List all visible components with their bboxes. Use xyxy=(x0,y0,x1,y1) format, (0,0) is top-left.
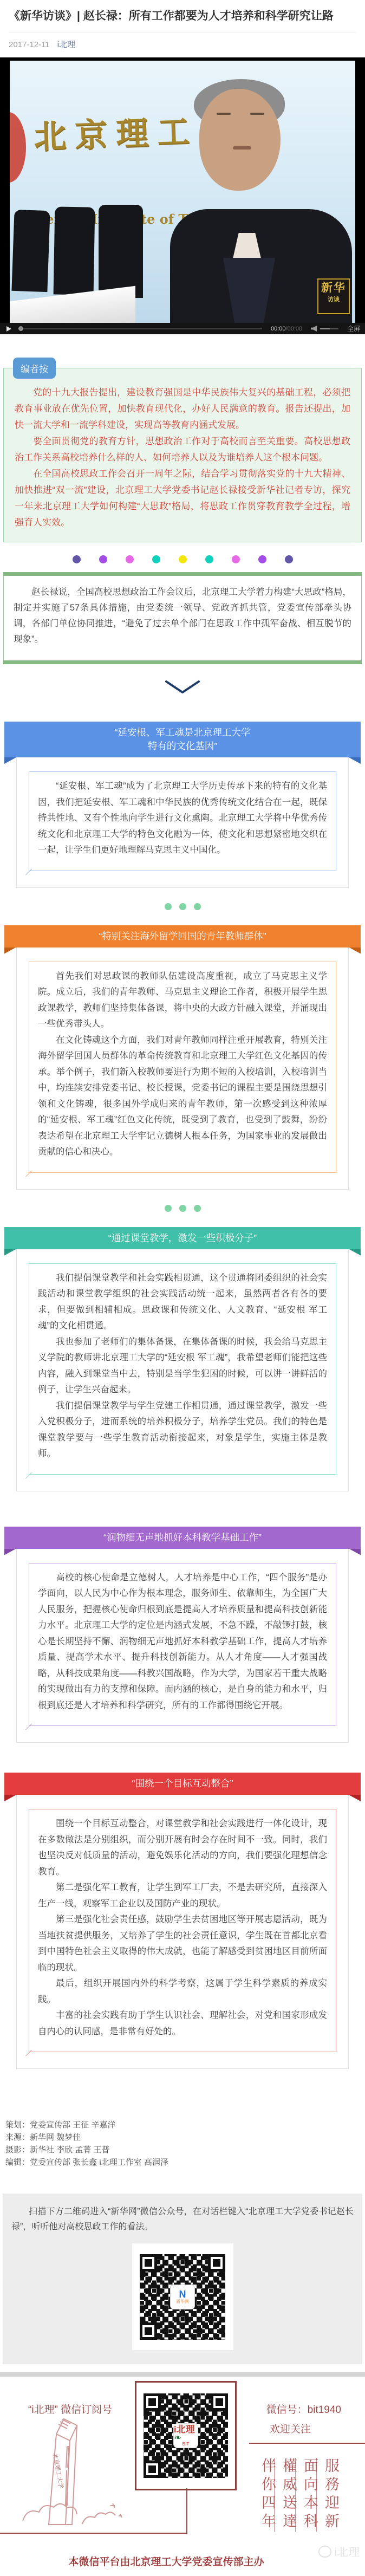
section-paragraph: 第三是强化社会责任感，鼓励学生去贫困地区等开展志愿活动，既为当地扶贫提供服务，又培养了学生的社会责任意识，学生既在首都北京看到中国特色社会主义取得的伟大成就，也能了解感受到贫困地区目前所面临的现状。 xyxy=(38,1915,327,1972)
section-paragraph: 我们提倡课堂教学与学生党建工作相贯通，通过课堂教学，激发一些入党积极分子，进而系统的培养积极分子，培养学生党员。我们的特色是课堂教学要与一些学生教育活动衔接起来，对象是学生，实施主体是教师。 xyxy=(38,1400,327,1458)
slogan-calligraphy xyxy=(257,2458,341,2551)
section-header xyxy=(4,1527,361,1549)
section-title-line: “围绕一个目标互动整合” xyxy=(132,1778,233,1789)
quote-top-bar xyxy=(3,572,362,576)
dot xyxy=(258,555,266,563)
editor-paragraph: 党的十九大报告提出，建设教育强国是中华民族伟大复兴的基础工程，必须把教育事业放在优先位置，加快教育现代化，办好人民满意的教育。报告还提出，加快一流大学和一流学科建设，实现高等教育内涵式发展。 xyxy=(15,387,350,430)
qr-finder xyxy=(144,2461,161,2478)
qr-instruction-box xyxy=(3,2194,362,2364)
section-header xyxy=(4,1227,361,1249)
article-meta xyxy=(9,33,356,54)
footer-rule-bottom xyxy=(0,2533,187,2534)
chair xyxy=(99,205,143,298)
quote-inner-box xyxy=(29,1809,336,2052)
progress-track[interactable] xyxy=(18,328,262,329)
quote-bottom-bar xyxy=(3,660,362,664)
section-paragraph: 首先我们对思政课的教师队伍建设高度重视，成立了马克思主义学院。成立后，我们的青年教师、马克思主义理论工作者，积极开展学生思政课教学，教师们坚持集体备课，将中央的大政方针融入课堂，并涌现出一些优秀带头人。 xyxy=(38,971,327,1029)
section-body xyxy=(16,1249,349,1491)
rainbow-dots-separator xyxy=(0,555,365,563)
section-culture-gene xyxy=(16,722,349,888)
editor-note-section xyxy=(3,364,362,542)
page-title: 《新华访谈》| 赵长禄：所有工作都要为人才培养和科学研究让路 xyxy=(9,10,334,22)
video-player[interactable] xyxy=(0,57,365,334)
article-header xyxy=(0,0,365,54)
interviewee-mouth xyxy=(233,146,251,150)
wechat-logo-icon xyxy=(318,2546,331,2558)
ibit-watermark: i北理 xyxy=(318,2543,360,2560)
dot xyxy=(205,555,213,563)
welcome-label: 欢迎关注 xyxy=(269,2424,311,2435)
quote-paragraph: 赵长禄说，全国高校思想政治工作会议后，北京理工大学着力构建“大思政”格局，制定并实施了57条具体措施，由党委统一领导、党政齐抓共管，党委宣传部牵头协调，各部门单位协同推进，“避免了过去单个部门在思政工作中孤军奋战、相互脱节的现象”。 xyxy=(14,587,351,644)
slogan-column: 服務迎新 xyxy=(316,2458,344,2532)
ibit-qr-code xyxy=(144,2393,228,2478)
ibit-qr-frame xyxy=(135,2381,237,2490)
section-paragraph: 高校的核心使命是立德树人，人才培养是中心工作，“四个服务”是办学面向，以人民为中心作为根本理念，服务师生、依靠师生，为全国广大人民服务，把握核心使命归根到底是提高人才培养质量和提高科技创新能力水平。北京理工大学的定位是内涵式发展，不急不躁，不敲锣打鼓，核心是长期坚持不懈、润物细无声地抓好本科教学基础工作，提高人才培养质量、提高学术水平、提升科技创新能力。从人才角度——人才强国战略，从科技成果角度——科教兴国战略，作为大学，为国家若干重大战略的实现做出有力的支撑和保障。而内涵的核心，是自身的能力和水平，归根到底还是人才培养和科学研究，所有的工作都得围绕它开展。 xyxy=(38,1572,327,1710)
xinhuanet-logo: N 新华网 xyxy=(170,2285,195,2309)
account-link[interactable]: i北理 xyxy=(57,40,76,49)
section-undergraduate-teaching xyxy=(16,1527,349,1743)
dot xyxy=(99,555,107,563)
backdrop-chinese-sign: 北京理工 xyxy=(33,112,199,157)
publish-date: 2017-12-11 xyxy=(9,40,50,49)
xinhuanet-qr-code xyxy=(140,2254,225,2340)
qr-finder xyxy=(211,2393,228,2411)
svg-text:北京理工大学: 北京理工大学 xyxy=(51,2452,65,2489)
footer-rule-right xyxy=(249,2443,365,2444)
section-body xyxy=(16,1549,349,1743)
credit-line: 策划：党委宣传部 王征 辛嘉洋 xyxy=(5,2120,116,2130)
section-paragraph: 第二是强化军工教育，让学生到军工厂去，不是去研究所，直接深入生产一线，观察军工企业以及国防产业的现状。 xyxy=(38,1883,327,1909)
quote-inner-box xyxy=(29,1263,336,1475)
quote-inner-box xyxy=(29,1563,336,1727)
subscribe-label: “i北理” 微信订阅号 xyxy=(28,2404,113,2416)
footer-divider xyxy=(0,2372,365,2377)
xinhuanet-qr-card xyxy=(132,2243,233,2350)
section-header xyxy=(4,925,361,948)
section-body xyxy=(16,948,349,1190)
section-paragraph: “延安根、军工魂”成为了北京理工大学历史传承下来的特有的文化基因，我们把延安根、军工魂和中华民族的优秀传统文化结合在一起，既保持共性地、又有个性地向学生进行文化熏陶。北京理工大学将中华优秀传统文化和北京理工大学的特色文化融为一体，使文化和思想紧密地交织在一起，让学生们更好地理解马克思主义中国化。 xyxy=(38,781,327,855)
section-goal-integration xyxy=(16,1773,349,2069)
section-paragraph: 最后，组织开展国内外的科学考察，这属于学生科学素质的养成实践。 xyxy=(38,1978,327,2004)
monument-illustration xyxy=(6,2408,142,2535)
section-title-line: 特有的文化基因” xyxy=(147,741,218,751)
interviewee-eye xyxy=(250,113,264,115)
section-title-line: “延安根、军工魂是北京理工大学 xyxy=(114,727,251,738)
dot xyxy=(126,555,134,563)
section-classroom-teaching xyxy=(16,1227,349,1491)
interviewee-eye xyxy=(217,113,231,115)
time-display: 00:00/00:00 xyxy=(271,325,303,332)
host-line: 本微信平台由北京理工大学党委宣传部主办 xyxy=(68,2556,264,2568)
chair xyxy=(11,210,50,292)
section-paragraph: 丰富的社会实践有助于学生认识社会、理解社会，对党和国家形成发自内心的认同感，是非常有好处的。 xyxy=(38,2010,327,2036)
chair xyxy=(54,206,95,295)
chevron-down-icon xyxy=(0,679,365,695)
section-title-line: “特别关注海外留学回国的青年教师群体” xyxy=(99,930,266,942)
footer-rule-vertical xyxy=(186,2488,187,2533)
qr-instruction-text: 扫描下方二维码进入“新华网”微信公众号，在对话栏键入“北京理工大学党委书记赵长禄”，听听他对高校思政工作的看法。 xyxy=(11,2207,354,2231)
editor-note-box xyxy=(3,368,362,542)
video-frame xyxy=(10,61,355,323)
dot xyxy=(232,555,240,563)
slogan-column: 伴你四年 xyxy=(259,2458,276,2532)
section-title-line: “通过课堂教学，激发一些积极分子” xyxy=(108,1232,257,1243)
credit-line: 摄影：新华社 李欣 孟菁 王普 xyxy=(5,2145,110,2155)
editor-note-badge: 编者按 xyxy=(13,358,56,379)
footer xyxy=(0,2377,365,2576)
qr-finder xyxy=(144,2393,161,2411)
section-paragraph: 我也参加了老师们的集体备课，在集体备课的时候，我会给马克思主义学院的教师讲北京理工大学的“延安根 军工魂”，我希望老师们能把这些内容，融入到课堂当中去，特别是当学生犯困的时候，可以讲一讲鲜活的例子，让学生兴奋起来。 xyxy=(38,1336,327,1394)
progress-knob[interactable] xyxy=(18,326,23,331)
dot xyxy=(179,555,187,563)
dots-separator xyxy=(0,903,365,910)
credit-line: 编辑：党委宣传部 张长鑫 i北理工作室 高润泽 xyxy=(5,2158,168,2167)
volume-slider[interactable] xyxy=(320,328,338,329)
dot xyxy=(73,555,81,563)
dot xyxy=(285,555,293,563)
dots-separator xyxy=(0,1205,365,1212)
editor-paragraph: 在全国高校思政工作会召开一周年之际，结合学习贯彻落实党的十九大精神、加快推进“双一流”建设，北京理工大学党委书记赵长禄接受新华社记者专访，探究一年来北京理工大学如何构建“大思政”格局，将思政工作贯穿教育教学全过程，增强育人实效。 xyxy=(15,469,350,528)
wall-emblem xyxy=(10,112,26,183)
section-body xyxy=(16,1795,349,2069)
section-title-line: “润物细无声地抓好本科教学基础工作” xyxy=(103,1532,262,1543)
section-paragraph: 围绕一个目标互动整合，对课堂教学和社会实践进行一体化设计，现在多数做法是分别组织，而分别开展有时会存在时间不一致。同时，我们也坚决反对低质量的活动，避免娱乐化活动的方向，我们要强化理想信念教育。 xyxy=(38,1819,327,1877)
slogan-column: 面向本科 xyxy=(295,2458,323,2532)
ibit-logo: i北理❧ BIT xyxy=(173,2423,198,2448)
backdrop-english-sign: of xyxy=(159,211,174,227)
credit-line: 来源：新华网 魏梦佳 xyxy=(5,2133,81,2142)
dot xyxy=(152,555,160,563)
section-body xyxy=(16,757,349,888)
volume-icon[interactable] xyxy=(311,326,317,332)
qr-finder xyxy=(140,2254,157,2272)
summary-quote-box xyxy=(3,572,362,664)
quote-inner-box xyxy=(29,962,336,1173)
play-button[interactable] xyxy=(6,326,11,332)
editor-paragraph: 要全面贯彻党的教育方针，思想政治工作对于高校而言至关重要。高校思想政治工作关系高校培养什么样的人、如何培养人以及为谁培养人这个根本问题。 xyxy=(15,436,350,463)
quote-inner-box xyxy=(29,771,336,871)
section-paragraph: 在文化铸魂这个方面，我们对青年教师同样注重开展教育，特别关注海外留学回国人员群体的革命传统教育和北京理工大学红色文化基因的传承。举个例子，我们新入校教师要进行为期不短的入校培训，入校培训当中，均连续安排党委书记、校长授课，党委书记的课程主要是围绕思想引领和文化铸魂，很多国外学成归来的青年教师，第一次感受到这种浓厚的“延安根、军工魂”红色文化传统，既受到了教育，也受到了鼓舞，纷纷表达希望在北京理工大学牢记立德树人根本任务，为国家事业的发展做出贡献的信心和决心。 xyxy=(38,1035,327,1157)
video-controls xyxy=(0,323,365,334)
section-paragraph: 我们提倡课堂教学和社会实践相贯通，这个贯通将团委组织的社会实践活动和课堂教学组织的社会实践活动统一起来，虽然两者各有各的要求，但要做到相辅相成。思政课和传统文化、人文教育、“延安根 军工魂”的文化相贯通。 xyxy=(38,1273,327,1331)
credits xyxy=(5,2119,360,2169)
qr-finder xyxy=(140,2322,157,2340)
section-young-teachers xyxy=(16,925,349,1190)
fullscreen-button[interactable]: 全屏 xyxy=(347,325,360,333)
section-header xyxy=(4,722,361,757)
section-header xyxy=(4,1773,361,1795)
wechat-id: 微信号：bit1940 xyxy=(266,2404,341,2416)
xinhua-watermark: 新华 访谈 xyxy=(317,278,350,314)
interviewee-head xyxy=(199,89,281,191)
slogan-column: 權威送達 xyxy=(274,2458,302,2532)
qr-finder xyxy=(208,2254,225,2272)
